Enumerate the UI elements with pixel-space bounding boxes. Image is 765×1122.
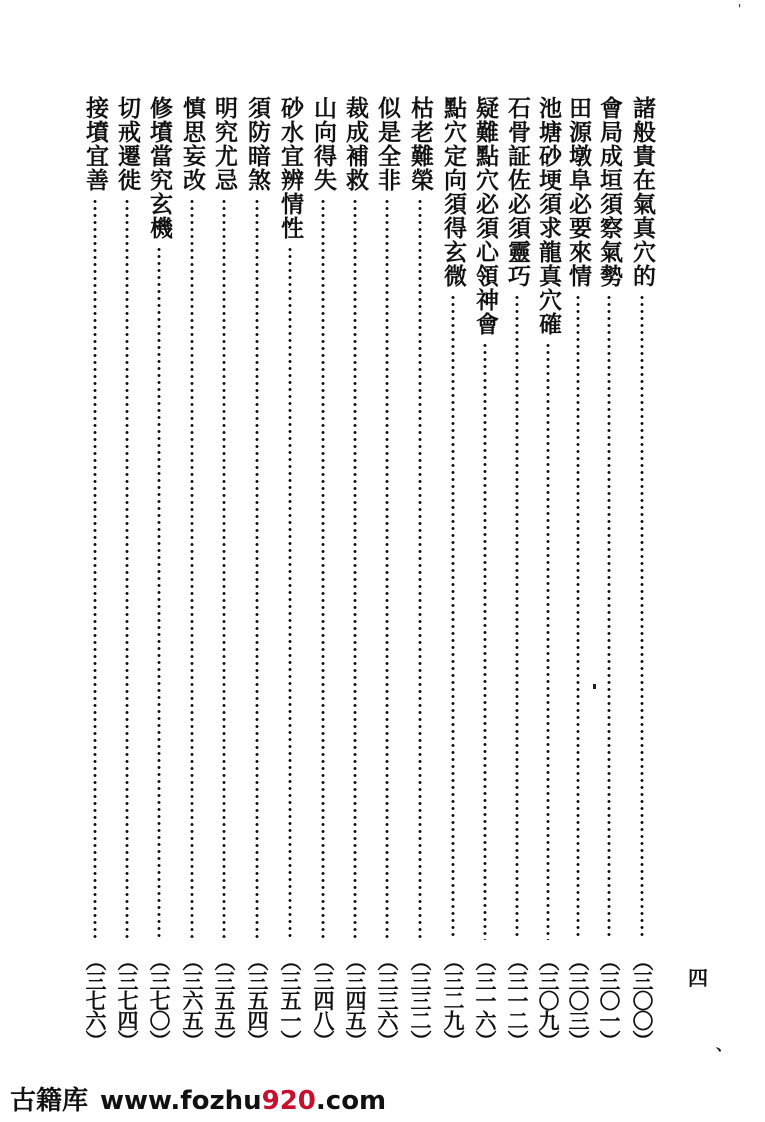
page-folio: 四 [688, 966, 708, 990]
entry-page: （三五一） [278, 950, 303, 1050]
dot-leader [353, 198, 357, 940]
entry-page: （三七四） [115, 950, 140, 1050]
entry-title: 慎思妄改 [179, 96, 206, 192]
entry-title: 枯老難榮 [407, 96, 434, 192]
entry-page: （三〇九） [536, 950, 561, 1050]
toc-entry [243, 96, 271, 1050]
dot-leader [288, 246, 292, 940]
entry-page: （三七〇） [147, 950, 172, 1050]
entry-page: （三〇一） [597, 950, 622, 1050]
entry-title: 砂水宜辨情性 [277, 96, 304, 240]
entry-page: （三七六） [83, 950, 108, 1050]
entry-title: 諸般貴在氣真穴的 [629, 96, 656, 288]
dot-leader [93, 198, 97, 940]
entry-title: 接墳宜善 [82, 96, 109, 192]
toc-entry [81, 96, 109, 1050]
entry-page: （三四五） [343, 950, 368, 1050]
toc-entry [113, 96, 141, 1050]
entry-title: 明究尤忌 [211, 96, 238, 192]
toc-entry [309, 96, 337, 1050]
entry-title: 須防暗煞 [244, 96, 271, 192]
watermark-suffix: .com [315, 1086, 387, 1116]
corner-mark: ' [738, 2, 742, 16]
entry-title: 石骨証佐必須靈巧 [504, 96, 531, 288]
ink-mark: 、 [716, 1035, 733, 1054]
dot-leader [418, 198, 422, 940]
toc-entry [210, 96, 238, 1050]
dot-leader [222, 198, 226, 940]
dot-leader [607, 294, 611, 940]
watermark [10, 1080, 386, 1117]
ink-speck [593, 684, 596, 689]
toc-entry [503, 96, 531, 1050]
entry-page: （三五五） [212, 950, 237, 1050]
entry-title: 會局成垣須察氣勢 [596, 96, 623, 288]
entry-page: （三〇三） [566, 950, 591, 1050]
toc-entry [564, 96, 592, 1050]
watermark-label: 古籍库 [10, 1086, 89, 1116]
watermark-prefix: www.fozhu [100, 1086, 262, 1116]
entry-page: （三三二） [408, 950, 433, 1050]
dot-leader [157, 246, 161, 940]
entry-page: （三三六） [375, 950, 400, 1050]
dot-leader [576, 294, 580, 940]
dot-leader [385, 198, 389, 940]
toc-entry [276, 96, 304, 1050]
entry-title: 池塘砂埂須求龍真穴確 [535, 96, 562, 336]
toc-entry [628, 96, 656, 1050]
toc-entry [534, 96, 562, 1050]
entry-title: 疑難點穴必須心領神會 [472, 96, 499, 336]
toc-entry [373, 96, 401, 1050]
entry-title: 似是全非 [374, 96, 401, 192]
dot-leader [483, 342, 487, 940]
toc-entry [439, 96, 467, 1050]
dot-leader [190, 198, 194, 940]
entry-page: （三一六） [473, 950, 498, 1050]
entry-page: （三四八） [311, 950, 336, 1050]
entry-title: 切戒遷徙 [114, 96, 141, 192]
dot-leader [125, 198, 129, 940]
toc-entry [145, 96, 173, 1050]
entry-title: 裁成補救 [342, 96, 369, 192]
toc-entry [406, 96, 434, 1050]
entry-title: 田源墩阜必要來情 [565, 96, 592, 288]
toc-entry [595, 96, 623, 1050]
entry-title: 修墳當究玄機 [146, 96, 173, 240]
entry-page: （三〇〇） [630, 950, 655, 1050]
entry-title: 山向得失 [310, 96, 337, 192]
entry-page: （三六五） [180, 950, 205, 1050]
dot-leader [515, 294, 519, 940]
dot-leader [546, 342, 550, 940]
toc-entry [178, 96, 206, 1050]
entry-title: 點穴定向須得玄微 [440, 96, 467, 288]
dot-leader [255, 198, 259, 940]
entry-page: （三一二） [505, 950, 530, 1050]
watermark-number: 920 [261, 1086, 316, 1116]
toc-entry [341, 96, 369, 1050]
toc-entry [471, 96, 499, 1050]
dot-leader [640, 294, 644, 940]
entry-page: （三五四） [245, 950, 270, 1050]
entry-page: （三二九） [441, 950, 466, 1050]
dot-leader [451, 294, 455, 940]
dot-leader [321, 198, 325, 940]
